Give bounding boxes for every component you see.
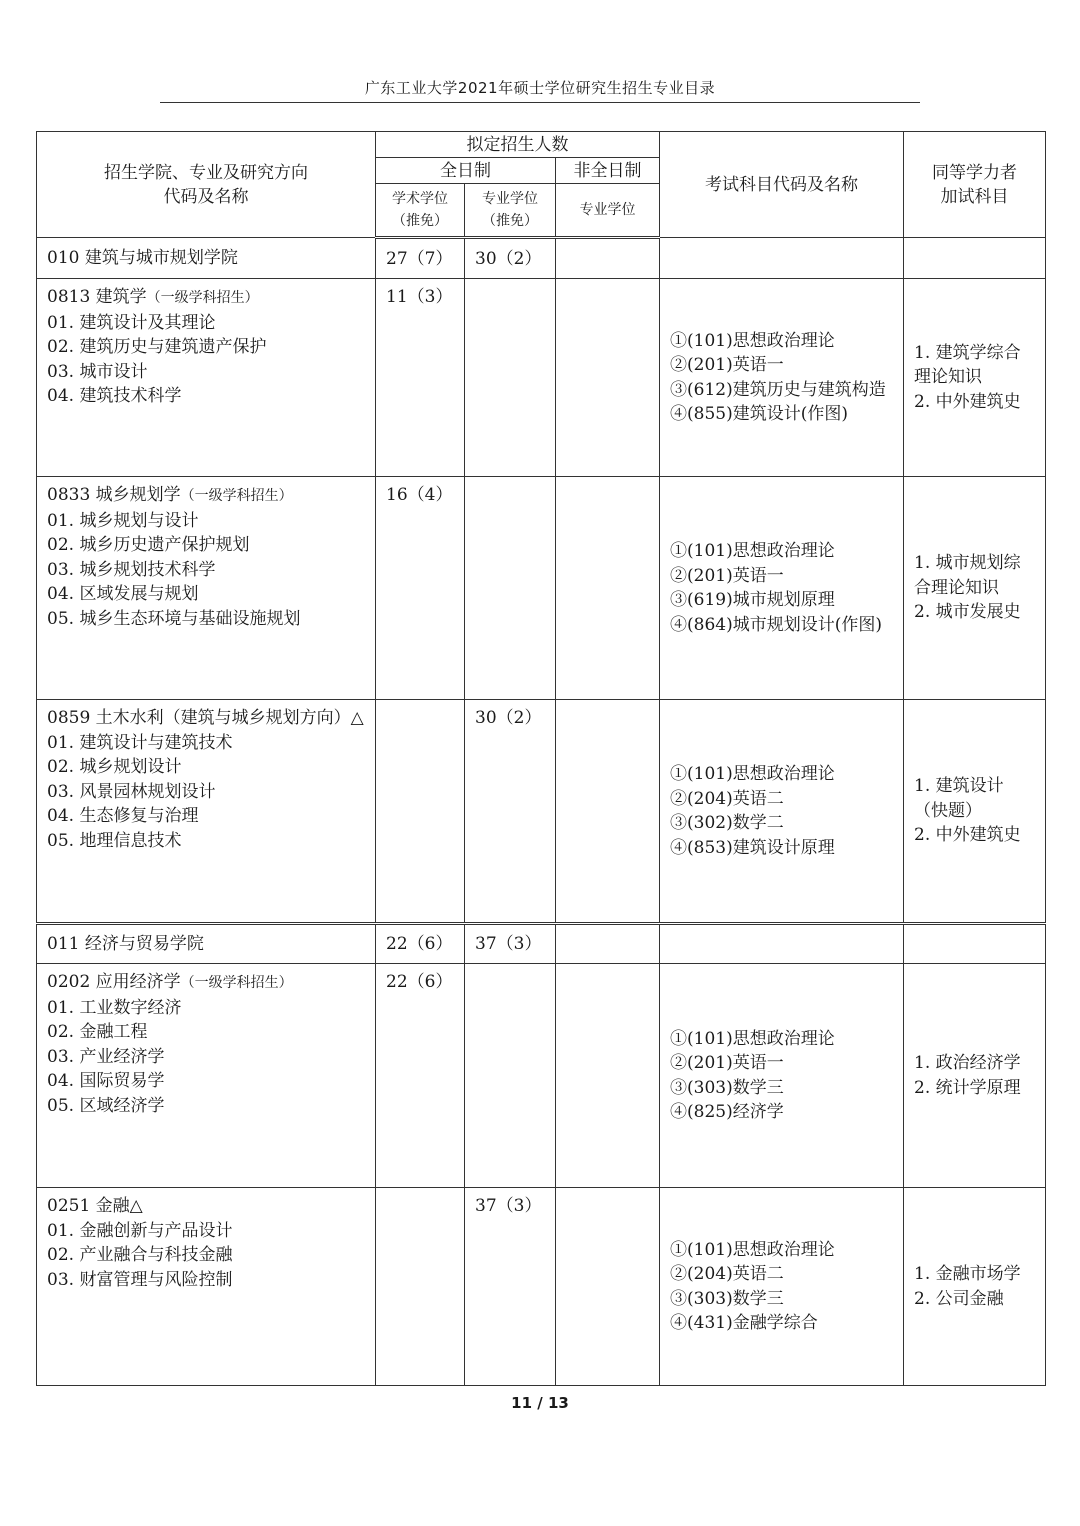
major-tag: （一级学科招生） — [146, 290, 259, 306]
direction: 03. 财富管理与风险控制 — [47, 1269, 233, 1290]
professional-count: 30（2） — [465, 700, 556, 924]
direction: 03. 风景园林规划设计 — [47, 781, 216, 802]
direction: 05. 区域经济学 — [47, 1095, 165, 1116]
direction: 01. 工业数字经济 — [47, 997, 182, 1018]
header-fulltime: 全日制 — [376, 158, 556, 184]
professional-count: 37（3） — [465, 924, 556, 964]
academic-count — [376, 1188, 465, 1386]
exam-subjects: ①(101)思想政治理论 ②(204)英语二 ③(302)数学二 ④(853)建筑设计原理 — [660, 700, 904, 924]
major-cell — [37, 964, 376, 1188]
college-name: 010 建筑与城市规划学院 — [37, 238, 376, 279]
academic-count: 22（6） — [376, 924, 465, 964]
direction: 01. 金融创新与产品设计 — [47, 1220, 233, 1241]
college-name: 011 经济与贸易学院 — [37, 924, 376, 964]
major-tag: （一级学科招生） — [180, 975, 293, 991]
professional-count: 30（2） — [465, 238, 556, 279]
header-name-column: 招生学院、专业及研究方向 代码及名称 — [37, 132, 376, 238]
major-title: 0813 建筑学 — [47, 287, 147, 307]
direction: 03. 城乡规划技术科学 — [47, 559, 216, 580]
academic-count — [376, 700, 465, 924]
direction: 02. 城乡历史遗产保护规划 — [47, 535, 250, 555]
extra-subjects: 1. 城市规划综合理论知识 2. 城市发展史 — [904, 477, 1046, 700]
extra-subjects: 1. 金融市场学 2. 公司金融 — [904, 1188, 1046, 1386]
direction: 01. 建筑设计及其理论 — [47, 312, 216, 333]
exam-subjects: ①(101)思想政治理论 ②(201)英语一 ③(612)建筑历史与建筑构造 ④(855)建筑设计(作图) — [660, 279, 904, 477]
professional-count — [465, 279, 556, 477]
direction: 04. 建筑技术科学 — [47, 386, 182, 406]
direction: 04. 国际贸易学 — [47, 1071, 165, 1091]
header-exam: 考试科目代码及名称 — [660, 132, 904, 238]
extra-subjects: 1. 建筑学综合理论知识 2. 中外建筑史 — [904, 279, 1046, 477]
header-extra: 同等学力者 加试科目 — [904, 132, 1046, 238]
direction: 04. 区域发展与规划 — [47, 584, 199, 604]
major-tag: （一级学科招生） — [180, 488, 293, 504]
academic-count: 27（7） — [376, 238, 465, 279]
professional-count — [465, 477, 556, 700]
header-planned: 拟定招生人数 — [376, 132, 660, 158]
major-title: 0251 金融△ — [47, 1196, 143, 1216]
exam-subjects: ①(101)思想政治理论 ②(201)英语一 ③(303)数学三 ④(825)经济学 — [660, 964, 904, 1188]
direction: 02. 产业融合与科技金融 — [47, 1245, 233, 1265]
direction: 03. 城市设计 — [47, 361, 148, 382]
academic-count: 11（3） — [376, 279, 465, 477]
direction: 03. 产业经济学 — [47, 1046, 165, 1067]
direction: 02. 建筑历史与建筑遗产保护 — [47, 337, 267, 357]
exam-subjects: ①(101)思想政治理论 ②(204)英语二 ③(303)数学三 ④(431)金融学综合 — [660, 1188, 904, 1386]
page-header: 广东工业大学2021年硕士学位研究生招生专业目录 — [160, 76, 920, 103]
academic-count: 22（6） — [376, 964, 465, 1188]
direction: 01. 建筑设计与建筑技术 — [47, 732, 233, 753]
header-part-professional: 专业学位 — [556, 184, 660, 238]
extra-subjects: 1. 政治经济学 2. 统计学原理 — [904, 964, 1046, 1188]
major-cell — [37, 1188, 376, 1386]
table-row — [37, 964, 1046, 1188]
table-row — [37, 700, 1046, 924]
major-title: 0833 城乡规划学 — [47, 485, 181, 505]
table-row — [37, 1188, 1046, 1386]
table-row — [37, 279, 1046, 477]
major-cell — [37, 700, 376, 924]
major-title: 0859 土木水利（建筑与城乡规划方向）△ — [47, 708, 364, 728]
direction: 01. 城乡规划与设计 — [47, 510, 199, 531]
direction: 02. 城乡规划设计 — [47, 757, 182, 777]
extra-subjects: 1. 建筑设计（快题） 2. 中外建筑史 — [904, 700, 1046, 924]
enrollment-catalog-table — [36, 131, 1046, 1386]
direction: 04. 生态修复与治理 — [47, 806, 199, 826]
major-cell — [37, 279, 376, 477]
header-professional: 专业学位 （推免） — [465, 184, 556, 238]
professional-count — [465, 964, 556, 1188]
table-row — [37, 477, 1046, 700]
table-row — [37, 238, 1046, 279]
header-parttime: 非全日制 — [556, 158, 660, 184]
exam-subjects: ①(101)思想政治理论 ②(201)英语一 ③(619)城市规划原理 ④(864)城市规划设计(作图) — [660, 477, 904, 700]
professional-count: 37（3） — [465, 1188, 556, 1386]
direction: 05. 地理信息技术 — [47, 830, 182, 851]
direction: 05. 城乡生态环境与基础设施规划 — [47, 608, 301, 629]
major-title: 0202 应用经济学 — [47, 972, 181, 992]
direction: 02. 金融工程 — [47, 1022, 148, 1042]
header-academic: 学术学位 （推免） — [376, 184, 465, 238]
academic-count: 16（4） — [376, 477, 465, 700]
table-row — [37, 924, 1046, 964]
major-cell — [37, 477, 376, 700]
page-number: 11 / 13 — [511, 1394, 569, 1412]
